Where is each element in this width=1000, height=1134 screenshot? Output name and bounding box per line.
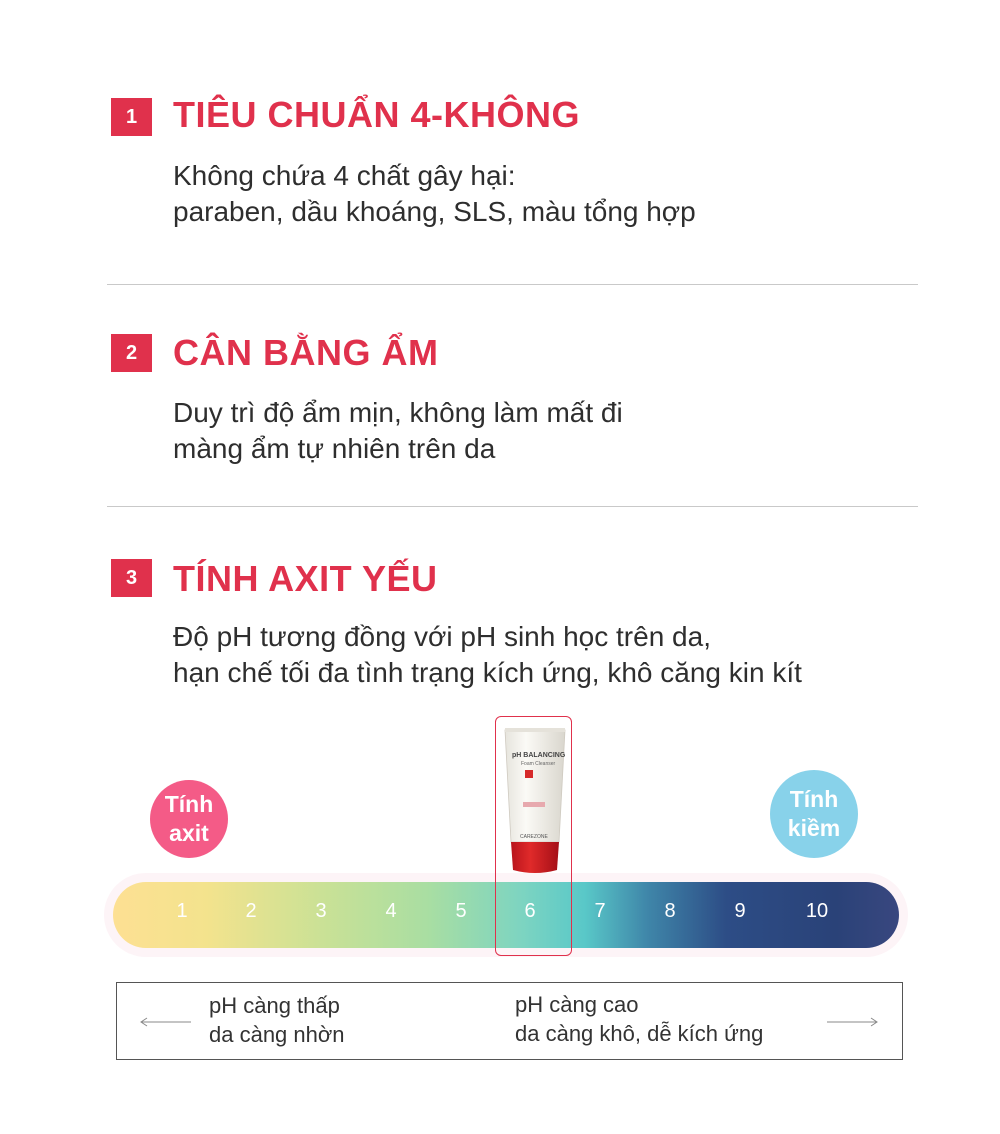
alkaline-label-line: kiềm — [787, 815, 841, 841]
ph-tick: 5 — [455, 900, 467, 922]
section-3-title: TÍNH AXIT YẾU — [173, 558, 438, 599]
ph-tick: 9 — [734, 900, 746, 922]
section-2-number-badge: 2 — [111, 334, 152, 372]
section-2-line: màng ẩm tự nhiên trên da — [173, 433, 496, 464]
ph-tick: 2 — [245, 900, 257, 922]
legend-low-ph-line: da càng nhờn — [209, 1022, 345, 1047]
product-subtitle-label: Foam Cleanser — [521, 761, 556, 767]
section-1-title: TIÊU CHUẨN 4-KHÔNG — [173, 94, 581, 135]
arrow-left-icon — [139, 1017, 191, 1027]
ph-tick: 4 — [385, 900, 397, 922]
ph-tick: 7 — [594, 900, 606, 922]
acid-label-line: axit — [169, 820, 209, 846]
section-3-line: hạn chế tối đa tình trạng kích ứng, khô căng kin kít — [173, 657, 802, 688]
product-name-label: pH BALANCING — [512, 752, 566, 759]
section-1-description — [173, 158, 696, 230]
alkaline-label-bubble — [770, 770, 858, 858]
ph-tick: 1 — [176, 900, 188, 922]
section-2-description — [173, 395, 623, 467]
section-1-number-badge: 1 — [111, 98, 152, 136]
ph-tick-highlighted: 6 — [524, 900, 536, 922]
legend-high-ph-line: da càng khô, dễ kích ứng — [515, 1021, 764, 1046]
acid-label-line: Tính — [164, 791, 214, 817]
acid-label-bubble — [150, 780, 228, 858]
section-3-line: Độ pH tương đồng với pH sinh học trên da, — [173, 621, 711, 652]
ph-tick: 3 — [315, 900, 327, 922]
section-3-description — [173, 619, 802, 691]
section-2-title: CÂN BẰNG ẨM — [173, 332, 439, 373]
legend-high-ph-text — [515, 990, 763, 1048]
legend-low-ph-line: pH càng thấp — [209, 993, 340, 1018]
section-3-number-badge: 3 — [111, 559, 152, 597]
ph-tick: 8 — [664, 900, 676, 922]
ph-tick: 10 — [805, 900, 829, 922]
legend-low-ph-text — [209, 991, 345, 1049]
section-divider — [107, 506, 918, 507]
product-tube-image — [499, 724, 571, 876]
section-1-line: paraben, dầu khoáng, SLS, màu tổng hợp — [173, 196, 696, 227]
product-brand-label: CAREZONE — [520, 834, 548, 840]
section-divider — [107, 284, 918, 285]
section-1-line: Không chứa 4 chất gây hại: — [173, 160, 516, 191]
arrow-right-icon — [827, 1017, 879, 1027]
alkaline-label-line: Tính — [789, 786, 839, 812]
product-logo-mark — [525, 770, 533, 778]
ph-legend-box — [116, 982, 903, 1060]
section-2-line: Duy trì độ ẩm mịn, không làm mất đi — [173, 397, 623, 428]
legend-high-ph-line: pH càng cao — [515, 992, 639, 1017]
